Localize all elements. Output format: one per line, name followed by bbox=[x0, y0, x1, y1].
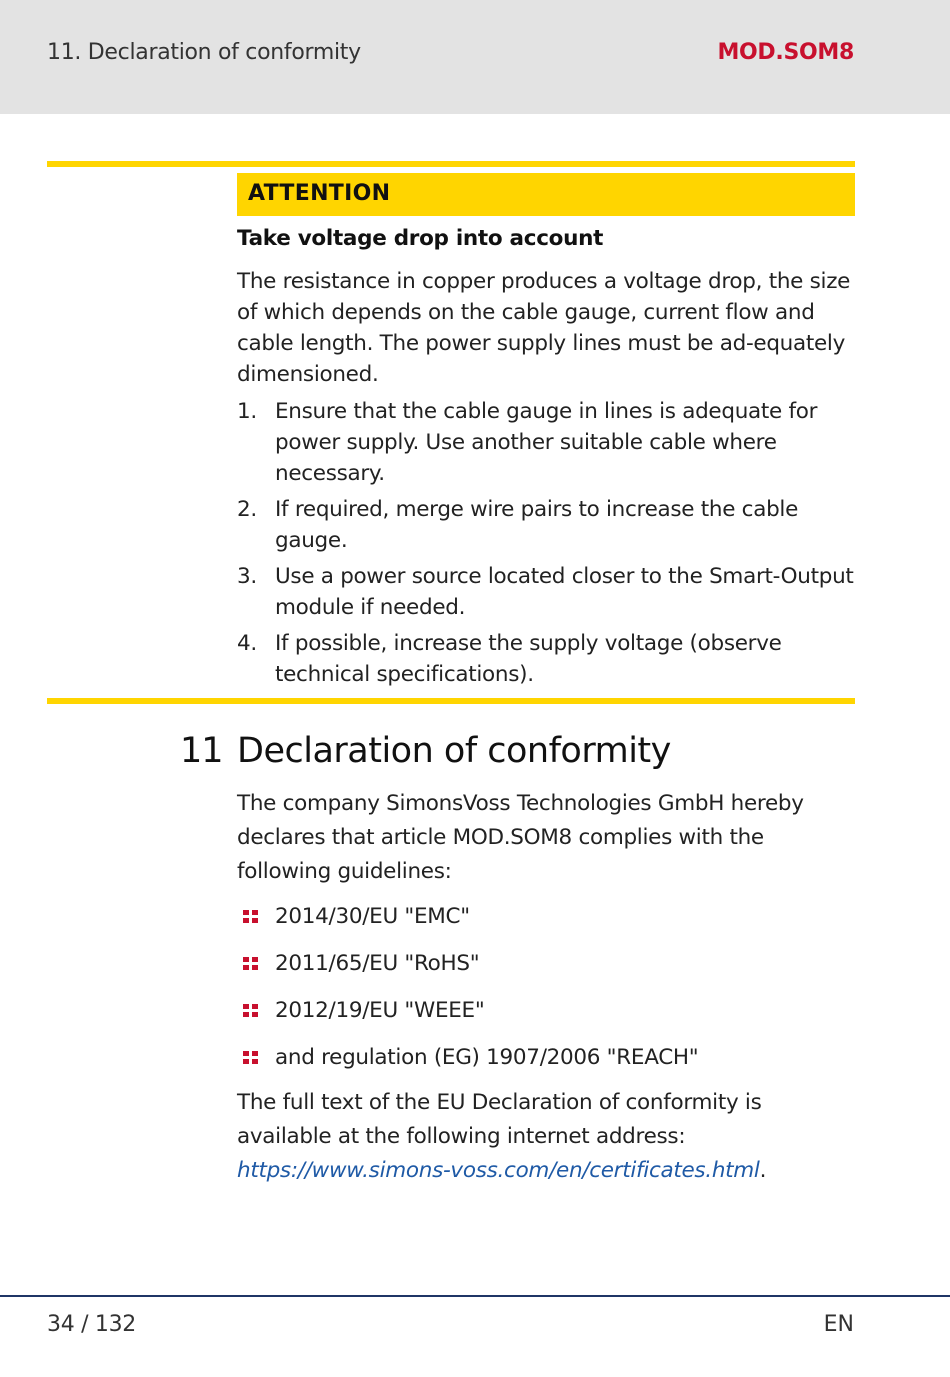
attention-top-rule bbox=[47, 161, 855, 167]
section-number: 11 bbox=[180, 731, 223, 771]
attention-body: The resistance in copper produces a voltage drop, the size of which depends on the cable gauge, current flow and cable length. The power supply lines must be ad-equately dimensioned. bbox=[237, 269, 851, 387]
list-item bbox=[237, 900, 855, 947]
step-number: 1. bbox=[237, 399, 257, 424]
step-text: Use a power source located closer to the Smart-Output module if needed. bbox=[275, 564, 854, 620]
header-section-title: 11. Declaration of conformity bbox=[47, 40, 361, 65]
guideline-text: 2014/30/EU "EMC" bbox=[275, 904, 470, 929]
list-item bbox=[237, 1041, 855, 1088]
language-code: EN bbox=[823, 1312, 854, 1337]
step-text: If required, merge wire pairs to increase the cable gauge. bbox=[275, 497, 799, 553]
four-squares-icon bbox=[243, 910, 259, 924]
header-product-name: MOD.SOM8 bbox=[717, 40, 854, 65]
list-item bbox=[237, 947, 855, 994]
step-text: Ensure that the cable gauge in lines is adequate for power supply. Use another suitable cable where necessary. bbox=[275, 399, 818, 486]
step-item bbox=[237, 396, 855, 489]
step-number: 4. bbox=[237, 631, 257, 656]
attention-label: ATTENTION bbox=[248, 181, 391, 206]
step-item bbox=[237, 628, 855, 690]
section-title: Declaration of conformity bbox=[237, 731, 671, 771]
outro-end: . bbox=[759, 1158, 767, 1183]
page-header bbox=[0, 0, 950, 114]
list-item bbox=[237, 994, 855, 1041]
attention-steps bbox=[237, 396, 855, 695]
four-squares-icon bbox=[243, 957, 259, 971]
attention-bottom-rule bbox=[47, 698, 855, 704]
footer-divider bbox=[0, 1295, 950, 1297]
guideline-list bbox=[237, 900, 855, 1088]
four-squares-icon bbox=[243, 1004, 259, 1018]
step-text: If possible, increase the supply voltage (observe technical specifications). bbox=[275, 631, 782, 687]
guideline-text: 2012/19/EU "WEEE" bbox=[275, 998, 485, 1023]
section-outro bbox=[237, 1086, 855, 1188]
step-item bbox=[237, 561, 855, 623]
attention-heading: Take voltage drop into account bbox=[237, 226, 604, 251]
outro-text: The full text of the EU Declaration of conformity is available at the following internet address: bbox=[237, 1090, 762, 1149]
certificates-link[interactable]: https://www.simons-voss.com/en/certificates.html bbox=[237, 1158, 760, 1183]
attention-banner bbox=[237, 173, 855, 216]
step-number: 3. bbox=[237, 564, 257, 589]
page-number: 34 / 132 bbox=[47, 1312, 136, 1337]
section-intro: The company SimonsVoss Technologies GmbH hereby declares that article MOD.SOM8 complies with the following guidelines: bbox=[237, 791, 804, 884]
four-squares-icon bbox=[243, 1051, 259, 1065]
step-item bbox=[237, 494, 855, 556]
guideline-text: and regulation (EG) 1907/2006 "REACH" bbox=[275, 1045, 699, 1070]
guideline-text: 2011/65/EU "RoHS" bbox=[275, 951, 480, 976]
step-number: 2. bbox=[237, 497, 257, 522]
